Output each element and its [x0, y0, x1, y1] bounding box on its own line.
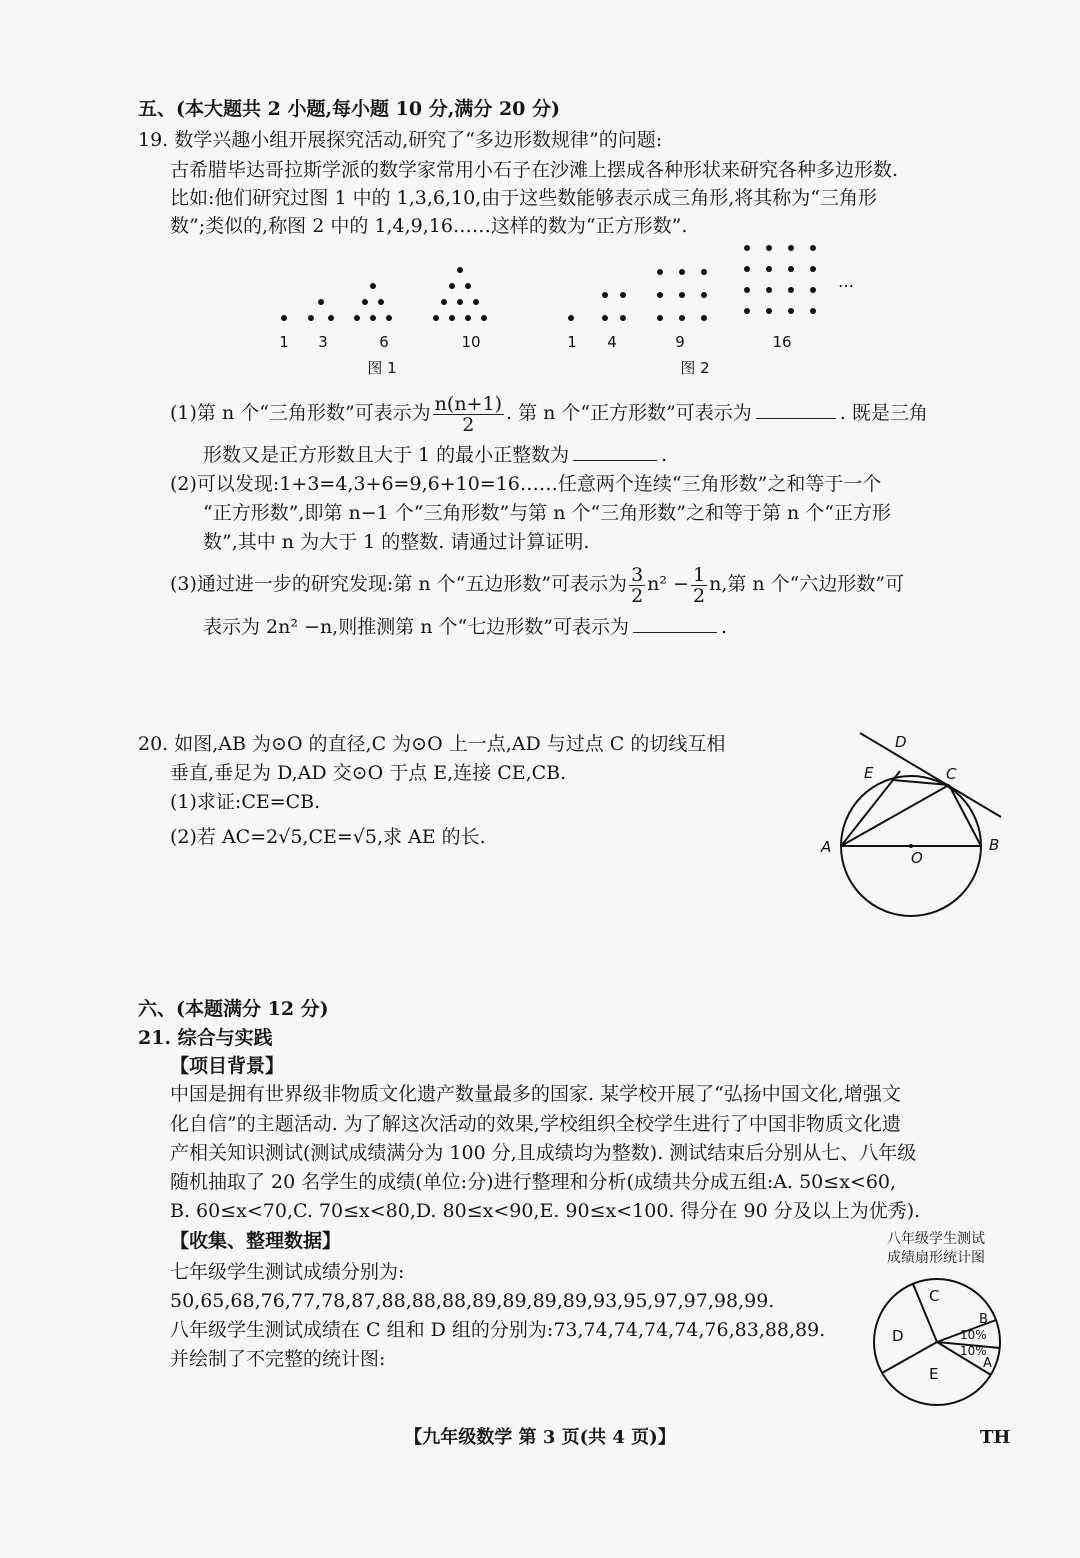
polygon-number-figures [260, 235, 880, 385]
fraction-numerator: n(n+1) [434, 392, 502, 415]
line-cb [949, 785, 981, 846]
answer-blank-heptagon-number[interactable] [633, 614, 717, 633]
q21-data-line-1: 七年级学生测试成绩分别为: [170, 1261, 405, 1283]
pie-value-b: 10% [960, 1328, 987, 1342]
fraction-numerator: 3 [631, 563, 644, 586]
fraction-denominator: 2 [692, 584, 706, 607]
fraction-denominator: 2 [631, 584, 644, 607]
pie-slice-d: D [892, 1327, 904, 1345]
center-point-o [909, 844, 913, 848]
q19-part-1-line-1 [170, 392, 928, 435]
q19-p3-text-c: 表示为 2n² −n,则推测第 n 个“七边形数”可表示为 [203, 616, 629, 638]
label-b: B [989, 836, 1000, 854]
q19-part-1-line-2 [203, 442, 667, 468]
section-6-title: 六、(本题满分 12 分) [138, 998, 329, 1020]
fraction-denominator: 2 [462, 413, 475, 436]
q20-line-1: 20. 如图,AB 为⊙O 的直径,C 为⊙O 上一点,AD 与过点 C 的切线互相 [138, 733, 726, 755]
q20-line-2: 垂直,垂足为 D,AD 交⊙O 于点 E,连接 CE,CB. [170, 762, 567, 784]
fig1-label-6: 6 [379, 333, 389, 351]
q21-background-line-2: 化自信”的主题活动. 为了解这次活动的效果,学校组织全校学生进行了中国非物质文化遗 [170, 1113, 901, 1135]
q19-p1-text-b: . 第 n 个“正方形数”可表示为 [505, 402, 752, 424]
figure-2-square-dots [568, 245, 816, 321]
fig1-caption: 图 1 [367, 359, 397, 377]
figure-2-ellipsis: … [838, 272, 854, 291]
fig2-label-9: 9 [675, 333, 685, 351]
page-footer: 【九年级数学 第 3 页(共 4 页)】 [404, 1427, 676, 1448]
q21-title: 21. 综合与实践 [138, 1027, 273, 1049]
fig2-label-16: 16 [772, 333, 792, 351]
fig2-label-4: 4 [607, 333, 617, 351]
q21-data-line-3: 八年级学生测试成绩在 C 组和 D 组的分别为:73,74,74,74,74,76,83,88,89. [170, 1319, 826, 1341]
pie-chart-title-line-2: 成绩扇形统计图 [887, 1250, 985, 1266]
project-background-heading: 【项目背景】 [170, 1055, 285, 1077]
line-ed [893, 771, 900, 780]
pentagon-fraction-1 [629, 565, 645, 606]
q19-line-2: 古希腊毕达哥拉斯学派的数学家常用小石子在沙滩上摆成各种形状来研究各种多边形数. [170, 159, 899, 181]
label-d: D [895, 733, 907, 751]
label-a: A [821, 838, 832, 856]
figure-1-triangle-dots [281, 267, 487, 321]
section-5-title: 五、(本大题共 2 小题,每小题 10 分,满分 20 分) [138, 98, 560, 120]
answer-blank-smallest-integer[interactable] [573, 442, 657, 461]
q19-p3-text-b: n,第 n 个“六边形数”可 [709, 573, 905, 595]
label-e: E [864, 764, 874, 782]
q19-line-4: 数”;类似的,称图 2 中的 1,4,9,16……这样的数为“正方形数”. [170, 215, 688, 237]
q21-background-line-5: B. 60≤x<70,C. 70≤x<80,D. 80≤x<90,E. 90≤x<100. 得分在 90 分及以上为优秀). [170, 1200, 921, 1222]
q19-p1-text-d: 形数又是正方形数且大于 1 的最小正整数为 [203, 444, 570, 466]
fig2-label-1: 1 [567, 333, 577, 351]
q19-part-2-line-3: 数”,其中 n 为大于 1 的整数. 请通过计算证明. [203, 531, 590, 553]
pie-slice-b: B [979, 1312, 988, 1327]
pie-chart-title-line-1: 八年级学生测试 [887, 1231, 985, 1247]
q21-background-line-1: 中国是拥有世界级非物质文化遗产数量最多的国家. 某学校开展了“弘扬中国文化,增强文 [170, 1083, 901, 1105]
answer-blank-square-number[interactable] [756, 400, 836, 419]
circle-geometry-figure [815, 725, 1015, 925]
q20-line-3: (1)求证:CE=CB. [170, 791, 321, 813]
label-o: O [911, 849, 923, 867]
pie-slice-e: E [929, 1365, 939, 1383]
fraction-numerator: 1 [692, 563, 706, 586]
footer-code: TH [980, 1427, 1011, 1448]
q21-data-line-2: 50,65,68,76,77,78,87,88,88,88,89,89,89,89,93,95,97,97,98,99. [170, 1290, 775, 1312]
triangle-number-fraction [433, 394, 504, 435]
pie-value-a: 10% [960, 1344, 987, 1358]
q19-p3-text-a: (3)通过进一步的研究发现:第 n 个“五边形数”可表示为 [170, 573, 628, 595]
q19-p3-mid: n² − [647, 573, 689, 595]
q19-line-3: 比如:他们研究过图 1 中的 1,3,6,10,由于这些数能够表示成三角形,将其称为“三角形 [170, 187, 877, 209]
fig1-label-3: 3 [318, 333, 328, 351]
q19-p1-text-a: (1)第 n 个“三角形数”可表示为 [170, 402, 431, 424]
line-ac [841, 785, 949, 846]
pentagon-fraction-2 [691, 565, 707, 606]
q19-part-2-line-2: “正方形数”,即第 n−1 个“三角形数”与第 n 个“三角形数”之和等于第 n 个“正方形 [203, 502, 891, 524]
pie-chart [865, 1270, 1010, 1415]
collect-data-heading: 【收集、整理数据】 [170, 1230, 342, 1252]
q19-part-2-line-1: (2)可以发现:1+3=4,3+6=9,6+10=16……任意两个连续“三角形数”之和等于一个 [170, 473, 882, 495]
tangent-line [860, 733, 1001, 817]
q20-line-4: (2)若 AC=2√5,CE=√5,求 AE 的长. [170, 826, 486, 848]
q21-background-line-3: 产相关知识测试(测试成绩满分为 100 分,且成绩均为整数). 测试结束后分别从七、八年级 [170, 1142, 917, 1164]
pie-slice-a: A [983, 1356, 992, 1371]
q21-background-line-4: 随机抽取了 20 名学生的成绩(单位:分)进行整理和分析(成绩共分成五组:A. 50≤x<60, [170, 1171, 897, 1193]
fig1-label-1: 1 [279, 333, 289, 351]
fig2-caption: 图 2 [680, 359, 710, 377]
label-c: C [946, 765, 957, 783]
q19-part-3-line-2 [203, 614, 727, 640]
q19-p1-text-c: . 既是三角 [839, 402, 928, 424]
q19-p3-text-d: . [720, 616, 728, 638]
q19-line-1: 19. 数学兴趣小组开展探究活动,研究了“多边形数规律”的问题: [138, 129, 663, 151]
pie-chart-title [870, 1230, 1002, 1268]
q19-part-3-line-1 [170, 563, 904, 606]
q21-data-line-4: 并绘制了不完整的统计图: [170, 1348, 386, 1370]
q19-p1-text-e: . [661, 444, 668, 466]
pie-slice-c: C [929, 1287, 940, 1305]
fig1-label-10: 10 [461, 333, 481, 351]
